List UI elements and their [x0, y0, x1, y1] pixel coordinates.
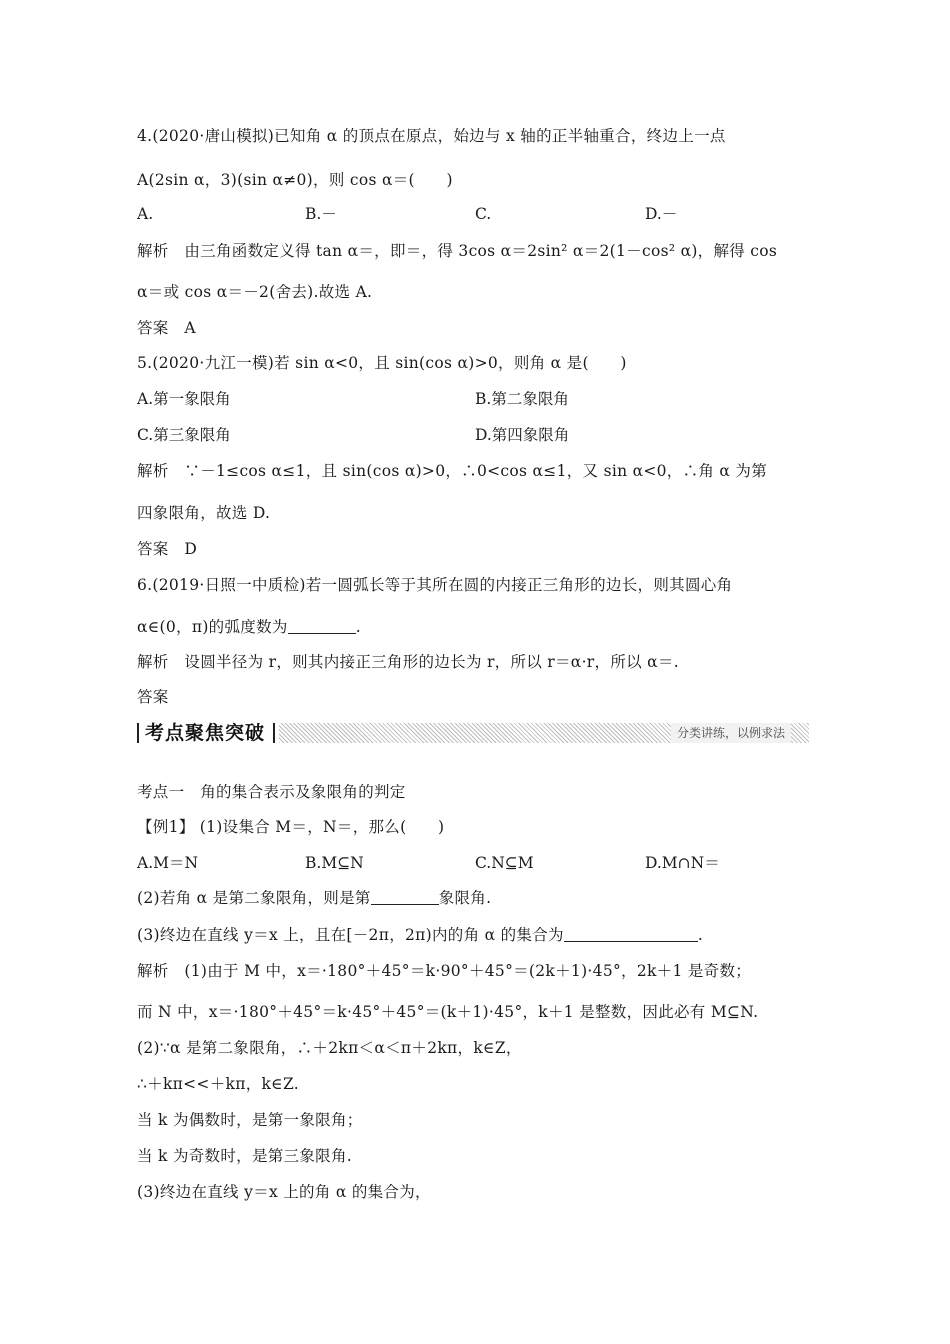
q6-stem-line2-end: . — [355, 618, 361, 636]
example1-part3 — [137, 925, 703, 945]
solution-line7: (3)终边在直线 y＝x 上的角 α 的集合为， — [137, 1183, 431, 1201]
q4-analysis-line1: 解析 由三角函数定义得 tan α＝，即＝，得 3cos α＝2sin² α＝2(1－cos² α)，解得 cos — [137, 242, 778, 260]
q4-option-b: B.－ — [305, 205, 337, 223]
example1-part3-text: (3)终边在直线 y＝x 上，且在[－2π，2π)内的角 α 的集合为 — [137, 926, 564, 944]
solution-line4: ∴＋kπ<<＋kπ，k∈Z. — [137, 1075, 299, 1093]
q5-option-b: B.第二象限角 — [475, 390, 569, 408]
example1-part2-text: (2)若角 α 是第二象限角，则是第 — [137, 889, 371, 907]
q6-stem-line1: 6.(2019·日照一中质检)若一圆弧长等于其所在圆的内接正三角形的边长，则其圆心角 — [137, 576, 733, 594]
q5-option-c: C.第三象限角 — [137, 426, 231, 444]
q6-answer-blank — [288, 619, 356, 634]
solution-line5: 当 k 为偶数时，是第一象限角； — [137, 1111, 363, 1129]
example1-part2-blank — [371, 890, 439, 905]
example1-option-c: C.N⊆M — [475, 854, 534, 872]
q5-stem: 5.(2020·九江一模)若 sin α<0，且 sin(cos α)>0，则角 α 是( ) — [137, 354, 627, 372]
section-heading: 考点一 角的集合表示及象限角的判定 — [137, 783, 406, 801]
q5-analysis-line2: 四象限角，故选 D. — [137, 504, 271, 522]
example1-part2 — [137, 888, 491, 908]
section-banner — [137, 720, 809, 746]
banner-subtitle: 分类讲练，以例求法 — [671, 723, 791, 743]
q6-stem-line2 — [137, 617, 361, 637]
q5-answer: 答案 D — [137, 540, 198, 558]
example1-stem: 【例1】 (1)设集合 M＝，N＝，那么( ) — [137, 818, 445, 836]
example1-option-d: D.M∩N＝ — [645, 854, 720, 872]
q4-option-a: A. — [137, 205, 154, 223]
banner-title: 考点聚焦突破 — [145, 722, 266, 744]
q4-option-c: C. — [475, 205, 492, 223]
q4-stem-line2: A(2sin α，3)(sin α≠0)，则 cos α＝( ) — [137, 171, 453, 189]
example1-part2-end: 象限角. — [438, 889, 492, 907]
q6-stem-line2-text: α∈(0，π)的弧度数为 — [137, 618, 288, 636]
solution-line2: 而 N 中，x＝·180°＋45°＝k·45°＋45°＝(k＋1)·45°，k＋1 是整数，因此必有 M⊆N. — [137, 1003, 759, 1021]
q5-option-a: A.第一象限角 — [137, 390, 231, 408]
q6-answer: 答案 — [137, 688, 169, 706]
solution-line3: (2)∵α 是第二象限角，∴＋2kπ＜α＜π＋2kπ，k∈Z， — [137, 1039, 522, 1057]
q4-answer: 答案 A — [137, 319, 196, 337]
q4-stem-line1: 4.(2020·唐山模拟)已知角 α 的顶点在原点，始边与 x 轴的正半轴重合，终边上一点 — [137, 127, 726, 145]
example1-part3-end: . — [697, 926, 704, 944]
banner-right-bar — [273, 723, 275, 743]
example1-option-a: A.M＝N — [137, 854, 199, 872]
example1-part3-blank — [564, 927, 698, 942]
solution-line6: 当 k 为奇数时，是第三象限角. — [137, 1147, 352, 1165]
q5-option-d: D.第四象限角 — [475, 426, 570, 444]
q5-analysis-line1: 解析 ∵－1≤cos α≤1，且 sin(cos α)>0，∴0<cos α≤1，又 sin α<0，∴角 α 为第 — [137, 462, 768, 480]
example1-option-b: B.M⊆N — [305, 854, 364, 872]
q4-analysis-line2: α＝或 cos α＝－2(舍去).故选 A. — [137, 283, 373, 301]
solution-line1: 解析 (1)由于 M 中，x＝·180°＋45°＝k·90°＋45°＝(2k＋1)·45°，2k＋1 是奇数； — [137, 962, 752, 980]
q6-analysis: 解析 设圆半径为 r，则其内接正三角形的边长为 r，所以 r＝α·r，所以 α＝. — [137, 653, 679, 671]
q4-option-d: D.－ — [645, 205, 678, 223]
banner-left-bar — [137, 723, 139, 743]
